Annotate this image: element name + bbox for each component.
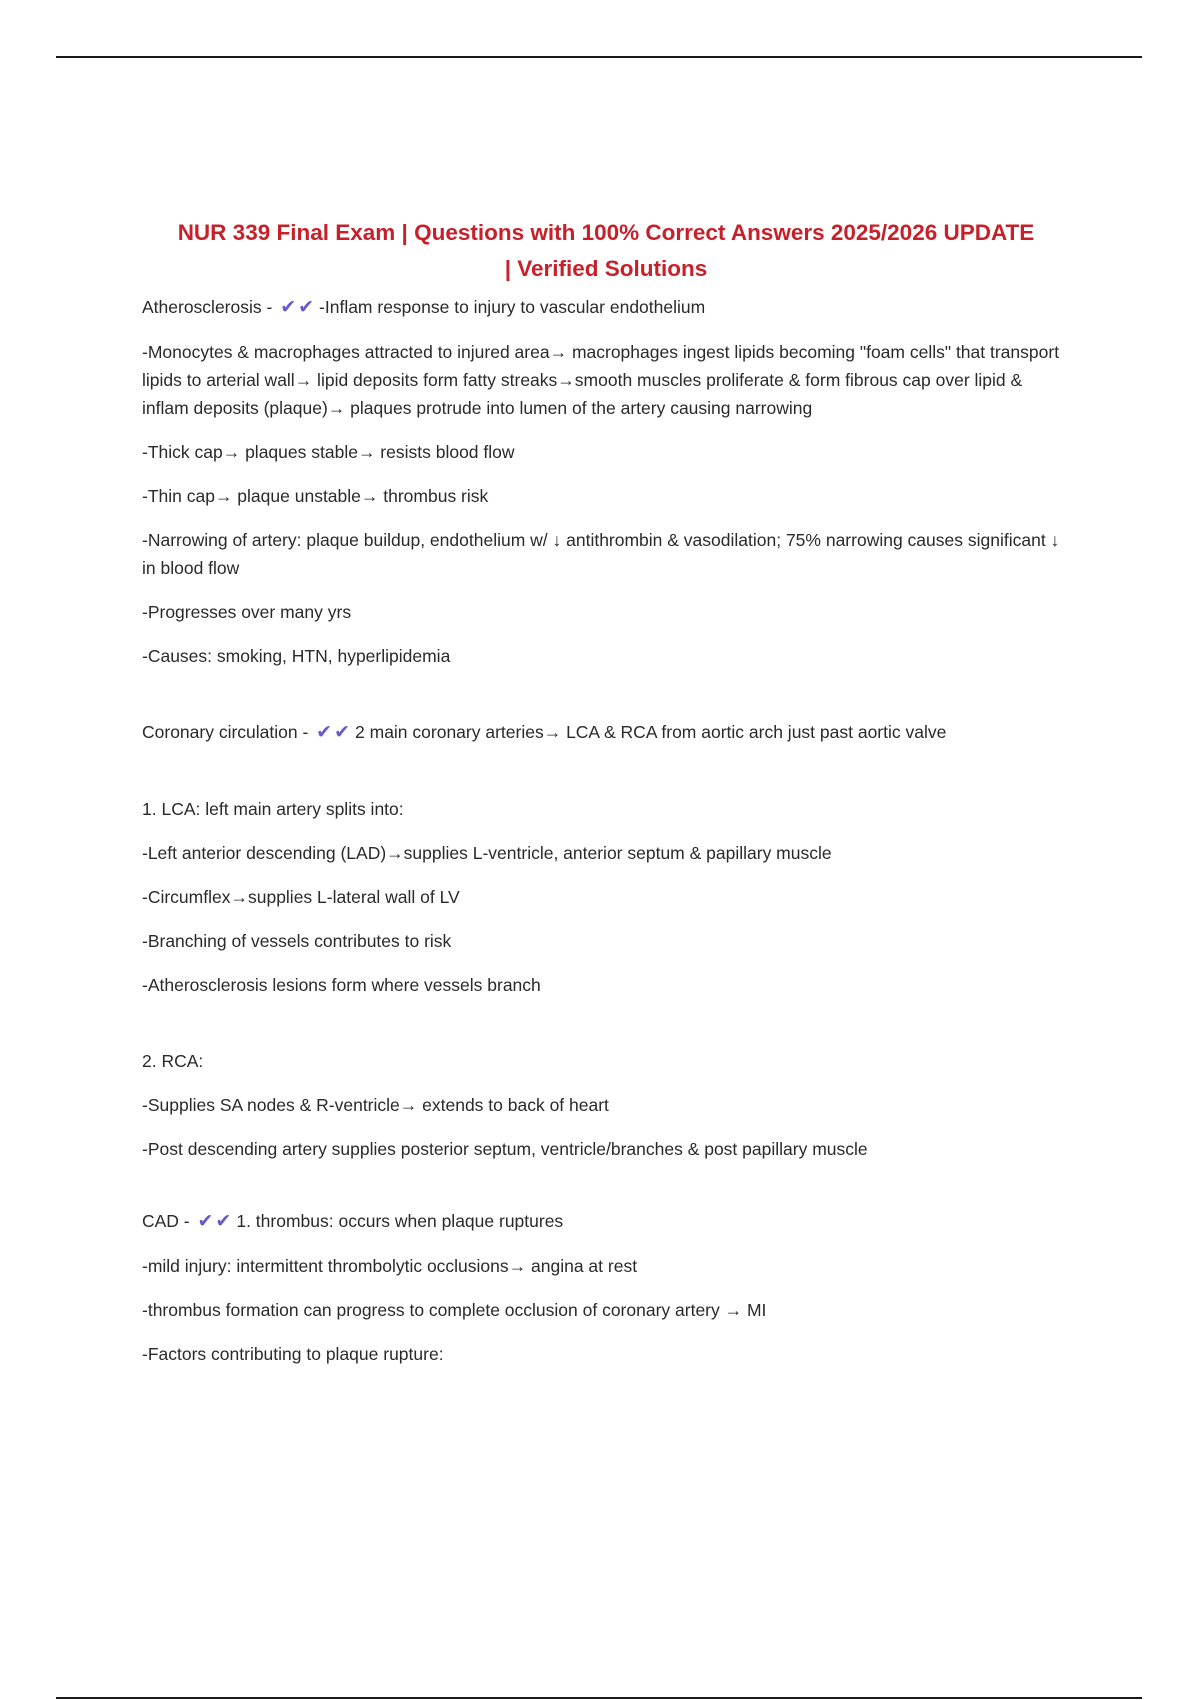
answer-line: -mild injury: intermittent thrombolytic occlusions→ angina at rest [142,1256,638,1276]
question-atherosclerosis [142,293,1062,322]
question-term: CAD - [142,1211,195,1231]
question-term: Coronary circulation - [142,722,314,742]
question-cad [142,1207,1062,1236]
document-page [142,215,1062,1368]
answer-line: -Thick cap→ plaques stable→ resists blood flow [142,442,515,462]
double-check-icon: ✔✔ [316,722,353,743]
answer-line: -Thin cap→ plaque unstable→ thrombus risk [142,486,489,506]
answer-line: -thrombus formation can progress to complete occlusion of coronary artery → MI [142,1300,767,1320]
rca-heading: 2. RCA: [142,1051,204,1071]
answer-line: -Supplies SA nodes & R-ventricle→ extends to back of heart [142,1095,609,1115]
title-line-2: | Verified Solutions [504,256,708,281]
double-check-icon: ✔✔ [280,297,317,318]
question-term: Atherosclerosis - [142,297,278,317]
answer-text: 2 main coronary arteries→ LCA & RCA from aortic arch just past aortic valve [355,722,947,742]
question-coronary-circulation [142,718,1062,747]
answer-line: -Left anterior descending (LAD)→supplies L-ventricle, anterior septum & papillary muscle [142,843,832,863]
answer-line: -Atherosclerosis lesions form where vessels branch [142,975,541,995]
answer-line: -Circumflex→supplies L-lateral wall of LV [142,887,460,907]
answer-line: -Progresses over many yrs [142,602,352,622]
title-line-1: NUR 339 Final Exam | Questions with 100% Correct Answers 2025/2026 UPDATE [177,220,1035,245]
answer-line: -Causes: smoking, HTN, hyperlipidemia [142,646,451,666]
document-title [136,215,1076,287]
footer-rule [56,1697,1142,1699]
lca-heading: 1. LCA: left main artery splits into: [142,799,404,819]
answer-line: -Factors contributing to plaque rupture: [142,1344,444,1364]
answer-line: -Post descending artery supplies posterior septum, ventricle/branches & post papillary muscle [142,1139,868,1159]
answer-line: -Narrowing of artery: plaque buildup, endothelium w/ ↓ antithrombin & vasodilation; 75% narrowing causes significant ↓ in blood flow [142,530,1060,578]
answer-text: -Inflam response to injury to vascular endothelium [319,297,706,317]
answer-text: 1. thrombus: occurs when plaque ruptures [236,1211,564,1231]
double-check-icon: ✔✔ [197,1211,234,1232]
answer-line: -Branching of vessels contributes to risk [142,931,452,951]
answer-line: -Monocytes & macrophages attracted to injured area→ macrophages ingest lipids becoming "foam cells" that transport lipids to arterial wall→ lipid deposits form fatty streaks→smooth muscles proliferate & form fibrous cap over lipid & inflam deposits (plaque)→ plaques protrude into lumen of the artery causing narrowing [142,342,1060,418]
header-rule [56,56,1142,58]
